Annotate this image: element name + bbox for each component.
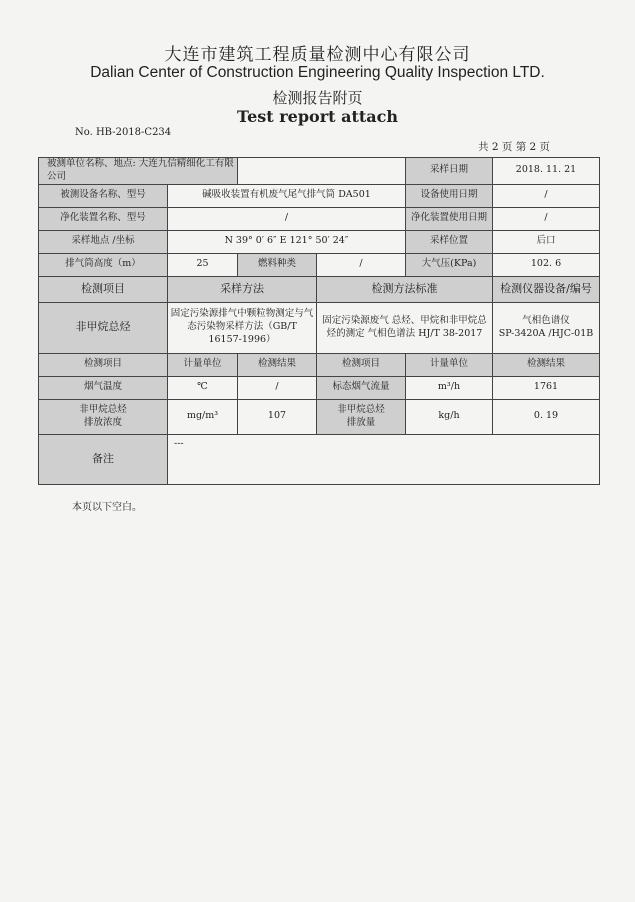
results-header-row	[39, 353, 600, 376]
result-unit: kg/h	[406, 399, 493, 434]
method-standard: 固定污染源废气 总烃、甲烷和非甲烷总烃的测定 气相色谱法 HJ/T 38-2017	[317, 302, 493, 353]
results-header-unit-2: 计量单位	[406, 353, 493, 376]
result-item: 烟气温度	[39, 376, 168, 399]
result-unit: mg/m³	[168, 399, 238, 434]
method-header-item: 检测项目	[39, 276, 168, 302]
blank-below-note: 本页以下空白。	[72, 502, 142, 513]
notes-value: ---	[168, 434, 600, 484]
org-name-en: Dalian Center of Construction Engineering Quality Inspection LTD.	[90, 64, 545, 81]
results-header-result-1: 检测结果	[238, 353, 317, 376]
method-header-standard: 检测方法标准	[317, 276, 493, 302]
results-row	[39, 399, 600, 434]
location-value: N 39° 0′ 6″ E 121° 50′ 24″	[168, 230, 406, 253]
info-row-stack	[39, 253, 600, 276]
device-date-value: /	[493, 184, 600, 207]
result-item: 标态烟气流量	[317, 376, 406, 399]
purifier-date-label: 净化装置使用日期	[406, 207, 493, 230]
notes-label: 备注	[39, 434, 168, 484]
result-item: 非甲烷总烃排放浓度	[39, 399, 168, 434]
result-unit: ℃	[168, 376, 238, 399]
purifier-label: 净化装置名称、型号	[39, 207, 168, 230]
purifier-date-value: /	[493, 207, 600, 230]
results-header-item-2: 检测项目	[317, 353, 406, 376]
org-name-cn: 大连市建筑工程质量检测中心有限公司	[164, 45, 471, 65]
position-value: 后口	[493, 230, 600, 253]
result-item: 非甲烷总烃排放量	[317, 399, 406, 434]
result-unit: m³/h	[406, 376, 493, 399]
pressure-value: 102. 6	[493, 253, 600, 276]
results-header-unit-1: 计量单位	[168, 353, 238, 376]
method-row	[39, 302, 600, 353]
results-header-item-1: 检测项目	[39, 353, 168, 376]
method-header-instrument: 检测仪器设备/编号	[493, 276, 600, 302]
instrument-name: 气相色谱仪	[522, 314, 570, 326]
results-header-result-2: 检测结果	[493, 353, 600, 376]
fuel-value: /	[317, 253, 406, 276]
position-label: 采样位置	[406, 230, 493, 253]
fuel-label: 燃料种类	[238, 253, 317, 276]
pressure-label: 大气压(KPa)	[406, 253, 493, 276]
unit-value-spill	[238, 158, 406, 185]
report-number: No. HB-2018-C234	[75, 127, 172, 138]
page-count: 共 2 页 第 2 页	[478, 141, 551, 153]
sampling-date-value: 2018. 11. 21	[493, 158, 600, 185]
stack-height-label: 排气筒高度（m）	[39, 253, 168, 276]
results-row	[39, 376, 600, 399]
notes-row	[39, 434, 600, 484]
device-label: 被测设备名称、型号	[39, 184, 168, 207]
stack-height-value: 25	[168, 253, 238, 276]
method-instrument	[493, 302, 600, 353]
device-date-label: 设备使用日期	[406, 184, 493, 207]
report-table	[38, 157, 600, 485]
device-value: 碱吸收装置有机废气尾气排气筒 DA501	[168, 184, 406, 207]
sampling-date-label: 采样日期	[406, 158, 493, 185]
unit-label-cell	[39, 158, 238, 185]
purifier-value: /	[168, 207, 406, 230]
result-value: 1761	[493, 376, 600, 399]
info-row-device	[39, 184, 600, 207]
method-header-row	[39, 276, 600, 302]
location-label: 采样地点 /坐标	[39, 230, 168, 253]
result-value: /	[238, 376, 317, 399]
unit-value: 大连九信精细化工有限公司	[47, 158, 234, 182]
info-row-location	[39, 230, 600, 253]
result-value: 107	[238, 399, 317, 434]
info-row-unit	[39, 158, 600, 185]
method-item: 非甲烷总烃	[39, 302, 168, 353]
report-title-en: Test report attach	[237, 107, 398, 126]
result-value: 0. 19	[493, 399, 600, 434]
report-title-cn: 检测报告附页	[272, 89, 363, 107]
method-header-sampling: 采样方法	[168, 276, 317, 302]
unit-label: 被测单位名称、地点:	[47, 158, 136, 169]
instrument-model: SP-3420A /HJC-01B	[498, 327, 594, 339]
method-sampling: 固定污染源排气中颗粒物测定与气态污染物采样方法（GB/T 16157-1996）	[168, 302, 317, 353]
info-row-purifier	[39, 207, 600, 230]
